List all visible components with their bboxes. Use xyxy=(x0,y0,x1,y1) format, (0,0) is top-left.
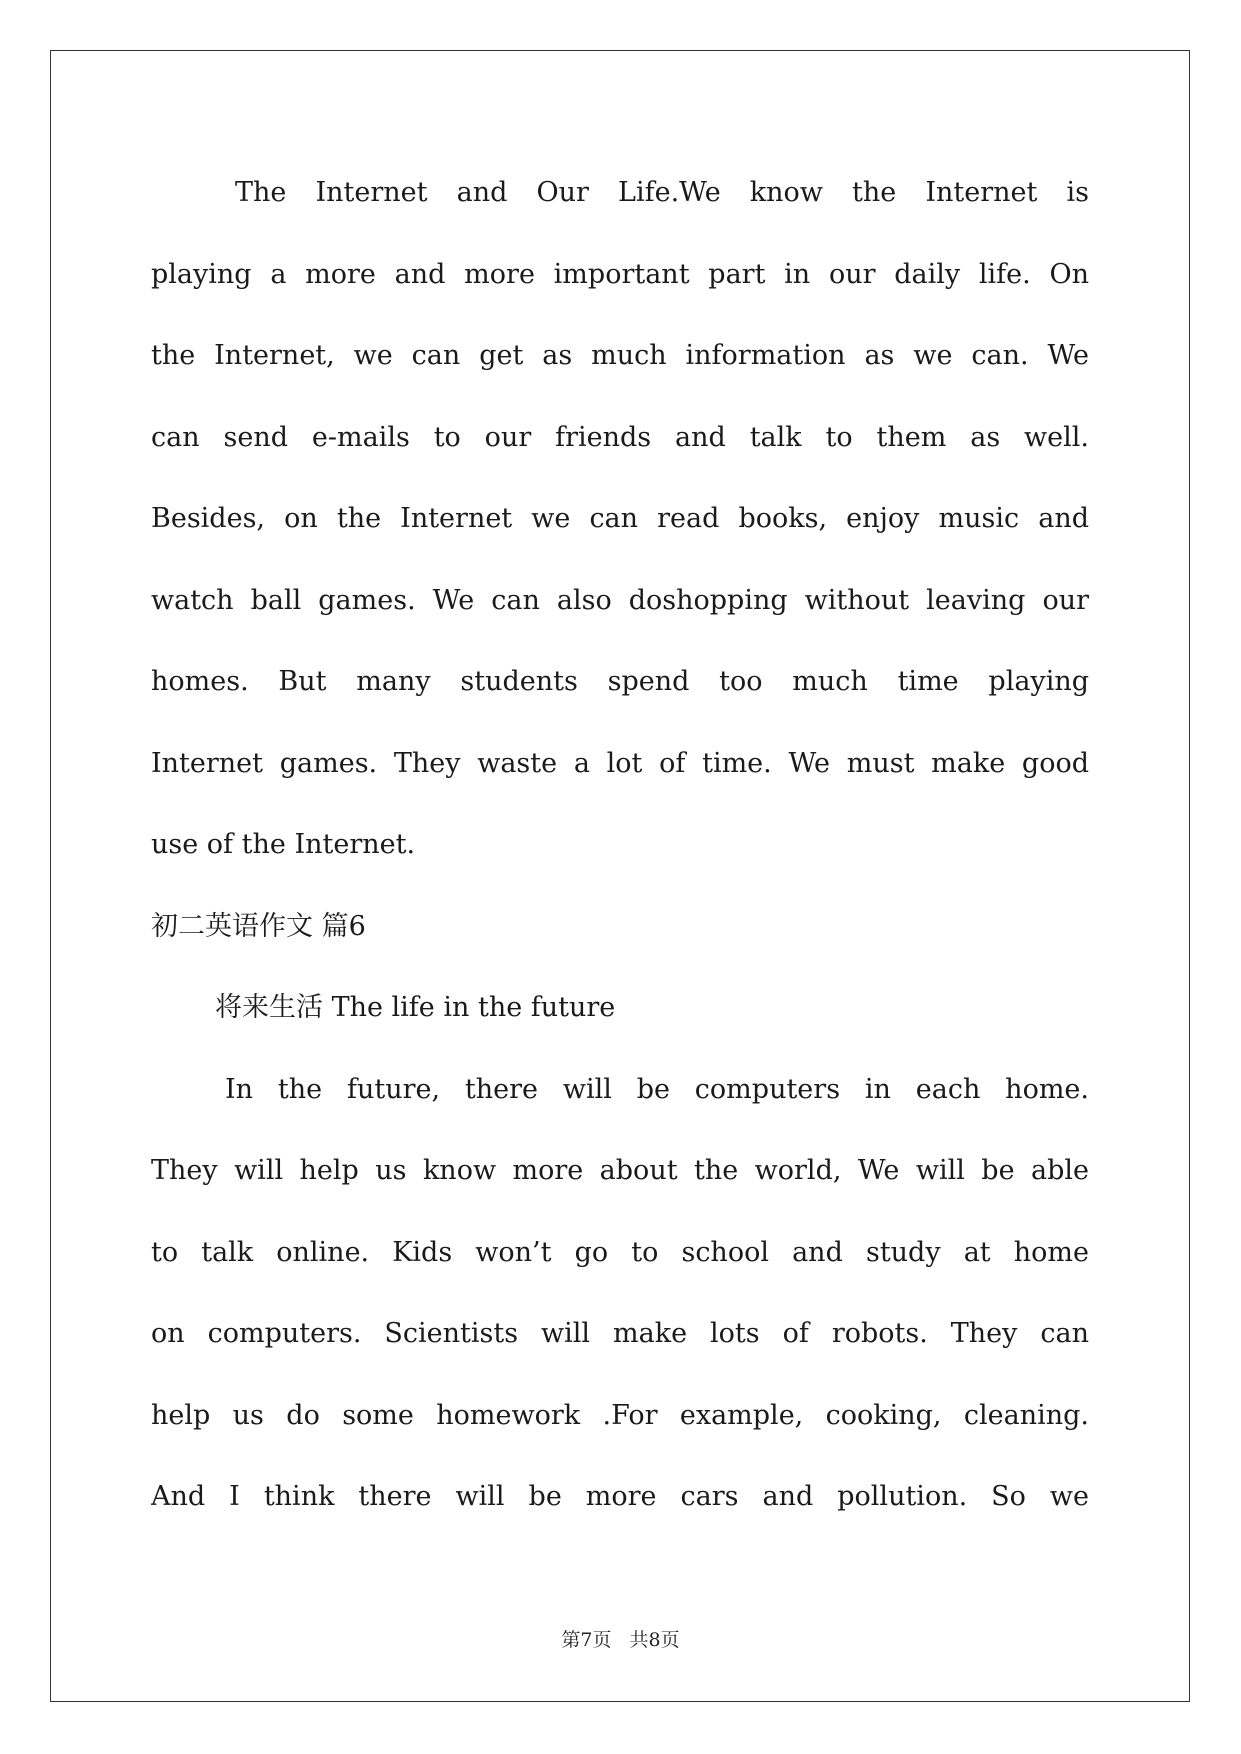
paragraph-line: playing a more and more important part in our daily life. On xyxy=(151,258,1089,290)
page-footer xyxy=(0,1625,1241,1652)
page-total: 共8页 xyxy=(629,1629,680,1651)
paragraph-line: can send e-mails to our friends and talk to them as well. xyxy=(151,421,1089,453)
paragraph-line: help us do some homework .For example, cooking, cleaning. xyxy=(151,1399,1089,1431)
document-body xyxy=(151,158,1089,1544)
paragraph-line: watch ball games. We can also doshopping without leaving our xyxy=(151,584,1089,616)
paragraph-line: homes. But many students spend too much time playing xyxy=(151,666,1089,697)
paragraph-line: And I think there will be more cars and pollution. So we xyxy=(151,1481,1089,1512)
paragraph-line: Besides, on the Internet we can read books, enjoy music and xyxy=(151,503,1089,534)
paragraph-line: They will help us know more about the world, We will be able xyxy=(151,1155,1089,1186)
page-number: 第7页 xyxy=(561,1629,612,1651)
paragraph-line: use of the Internet. xyxy=(151,829,416,860)
paragraph-line: In the future, there will be computers in each home. xyxy=(225,1073,1089,1105)
paragraph-line: Internet games. They waste a lot of time. We must make good xyxy=(151,747,1089,779)
paragraph-line: the Internet, we can get as much information as we can. We xyxy=(151,340,1089,371)
paragraph-line: The Internet and Our Life.We know the Internet is xyxy=(235,177,1089,208)
section-heading: 初二英语作文 篇6 xyxy=(151,910,366,942)
essay-title: 将来生活 The life in the future xyxy=(215,992,616,1023)
paragraph-line: to talk online. Kids won’t go to school and study at home xyxy=(151,1236,1089,1268)
paragraph-line: on computers. Scientists will make lots of robots. They can xyxy=(151,1318,1089,1349)
